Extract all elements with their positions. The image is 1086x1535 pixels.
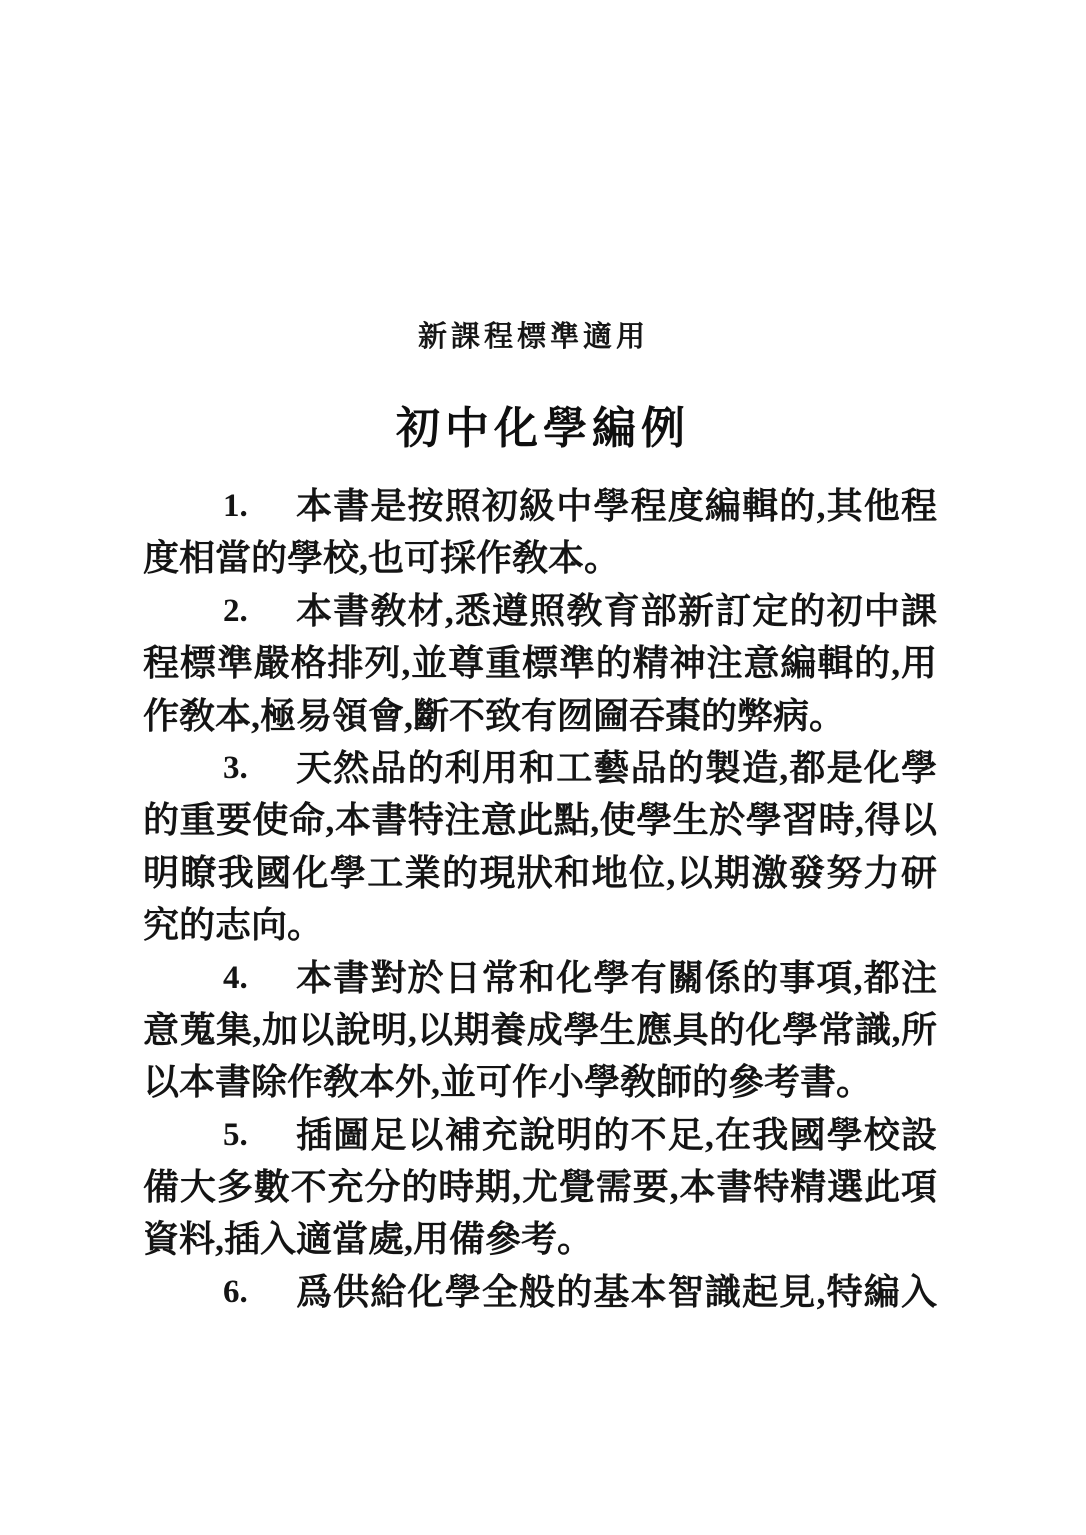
paragraph-number: 4. [223,959,248,996]
paragraph-number: 6. [223,1273,248,1310]
text-line: 以本書除作敎本外,並可作小學敎師的參考書。 [143,1062,873,1103]
text-line [143,1109,937,1161]
text-line: 究的志向。 [143,905,324,946]
text-line: 明瞭我國化學工業的現狀和地位,以期激發努力研 [143,852,937,893]
text-line: 作敎本,極易領會,斷不致有囫圇吞棗的弊病。 [143,695,846,736]
paragraph-number: 2. [223,592,248,629]
text-line [143,742,937,794]
line-text: 插圖足以補充說明的不足,在我國學校設 [296,1114,937,1155]
text-line: 備大多數不充分的時期,尤覺需要,本書特精選此項 [143,1167,937,1208]
paragraph-number: 1. [223,488,248,524]
line-text: 本書對於日常和化學有關係的事項,都注 [296,957,937,998]
text-line [143,952,937,1004]
text-line [143,1266,937,1318]
text-line: 意蒐集,加以說明,以期養成學生應具的化學常識,所 [143,1009,937,1050]
paragraph-number: 5. [223,1116,248,1153]
text-line [143,480,937,532]
paragraph-number: 3. [223,749,248,786]
body-text [143,480,937,1318]
text-line: 程標準嚴格排列,並尊重標準的精神注意編輯的,用 [143,643,937,684]
line-text: 本書是按照初級中學程度編輯的,其他程 [296,486,937,526]
line-text: 爲供給化學全般的基本智識起見,特編入 [296,1271,937,1312]
book-title: 初中化學編例 [396,404,690,453]
text-line: 的重要使命,本書特注意此點,使學生於學習時,得以 [143,800,937,841]
line-text: 天然品的利用和工藝品的製造,都是化學 [296,747,937,788]
text-line: 度相當的學校,也可採作敎本。 [143,538,621,579]
line-text: 本書敎材,悉遵照敎育部新訂定的初中課 [296,590,937,631]
text-line [143,585,937,637]
edition-note: 新課程標準適用 [418,321,650,353]
text-line: 資料,插入適當處,用備參考。 [143,1219,594,1260]
